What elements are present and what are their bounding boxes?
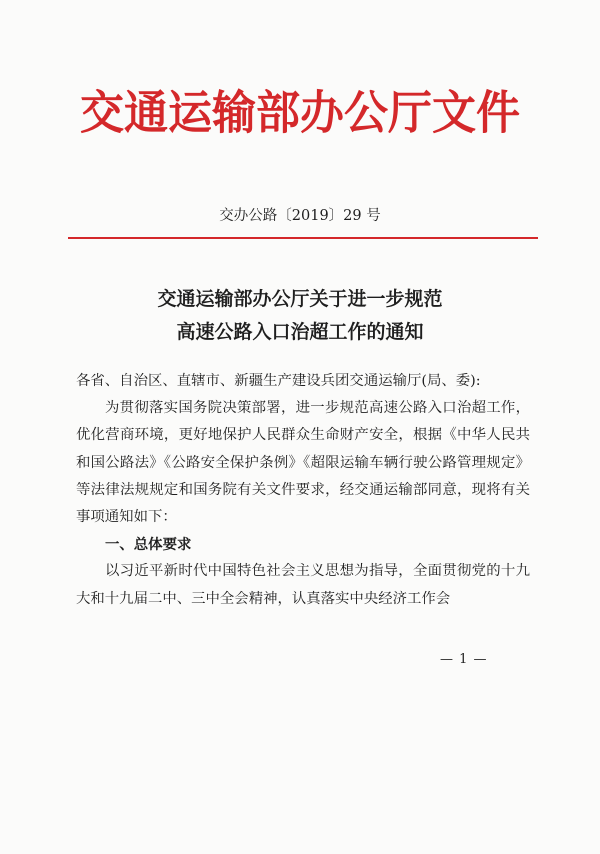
section-heading: 一、总体要求 xyxy=(105,536,192,554)
notice-title-line-1: 交通运输部办公厅关于进一步规范 xyxy=(157,288,443,310)
addressee-line: 各省、自治区、直辖市、新疆生产建设兵团交通运输厅(局、委): xyxy=(76,373,481,389)
notice-title xyxy=(0,283,600,349)
intro-paragraph: 为贯彻落实国务院决策部署，进一步规范高速公路入口治超工作，优化营商环境，更好地保护人民群众生命财产安全，根据《中华人民共和国公路法》《公路安全保护条例》《超限运输车辆行驶公路管理规定》等法律法规规定和国务院有关文件要求，经交通运输部同意，现将有关事项通知如下： xyxy=(76,400,530,526)
document-body xyxy=(76,368,530,613)
notice-title-line-2: 高速公路入口治超工作的通知 xyxy=(176,321,424,343)
page-number: — 1 — xyxy=(440,652,488,667)
masthead-title: 交通运输部办公厅文件 xyxy=(80,86,520,141)
red-divider-line xyxy=(68,237,538,239)
document-number: 交办公路〔2019〕29 号 xyxy=(219,208,381,224)
section-paragraph: 以习近平新时代中国特色社会主义思想为指导，全面贯彻党的十九大和十九届二中、三中全会精神，认真落实中央经济工作会 xyxy=(76,563,530,607)
